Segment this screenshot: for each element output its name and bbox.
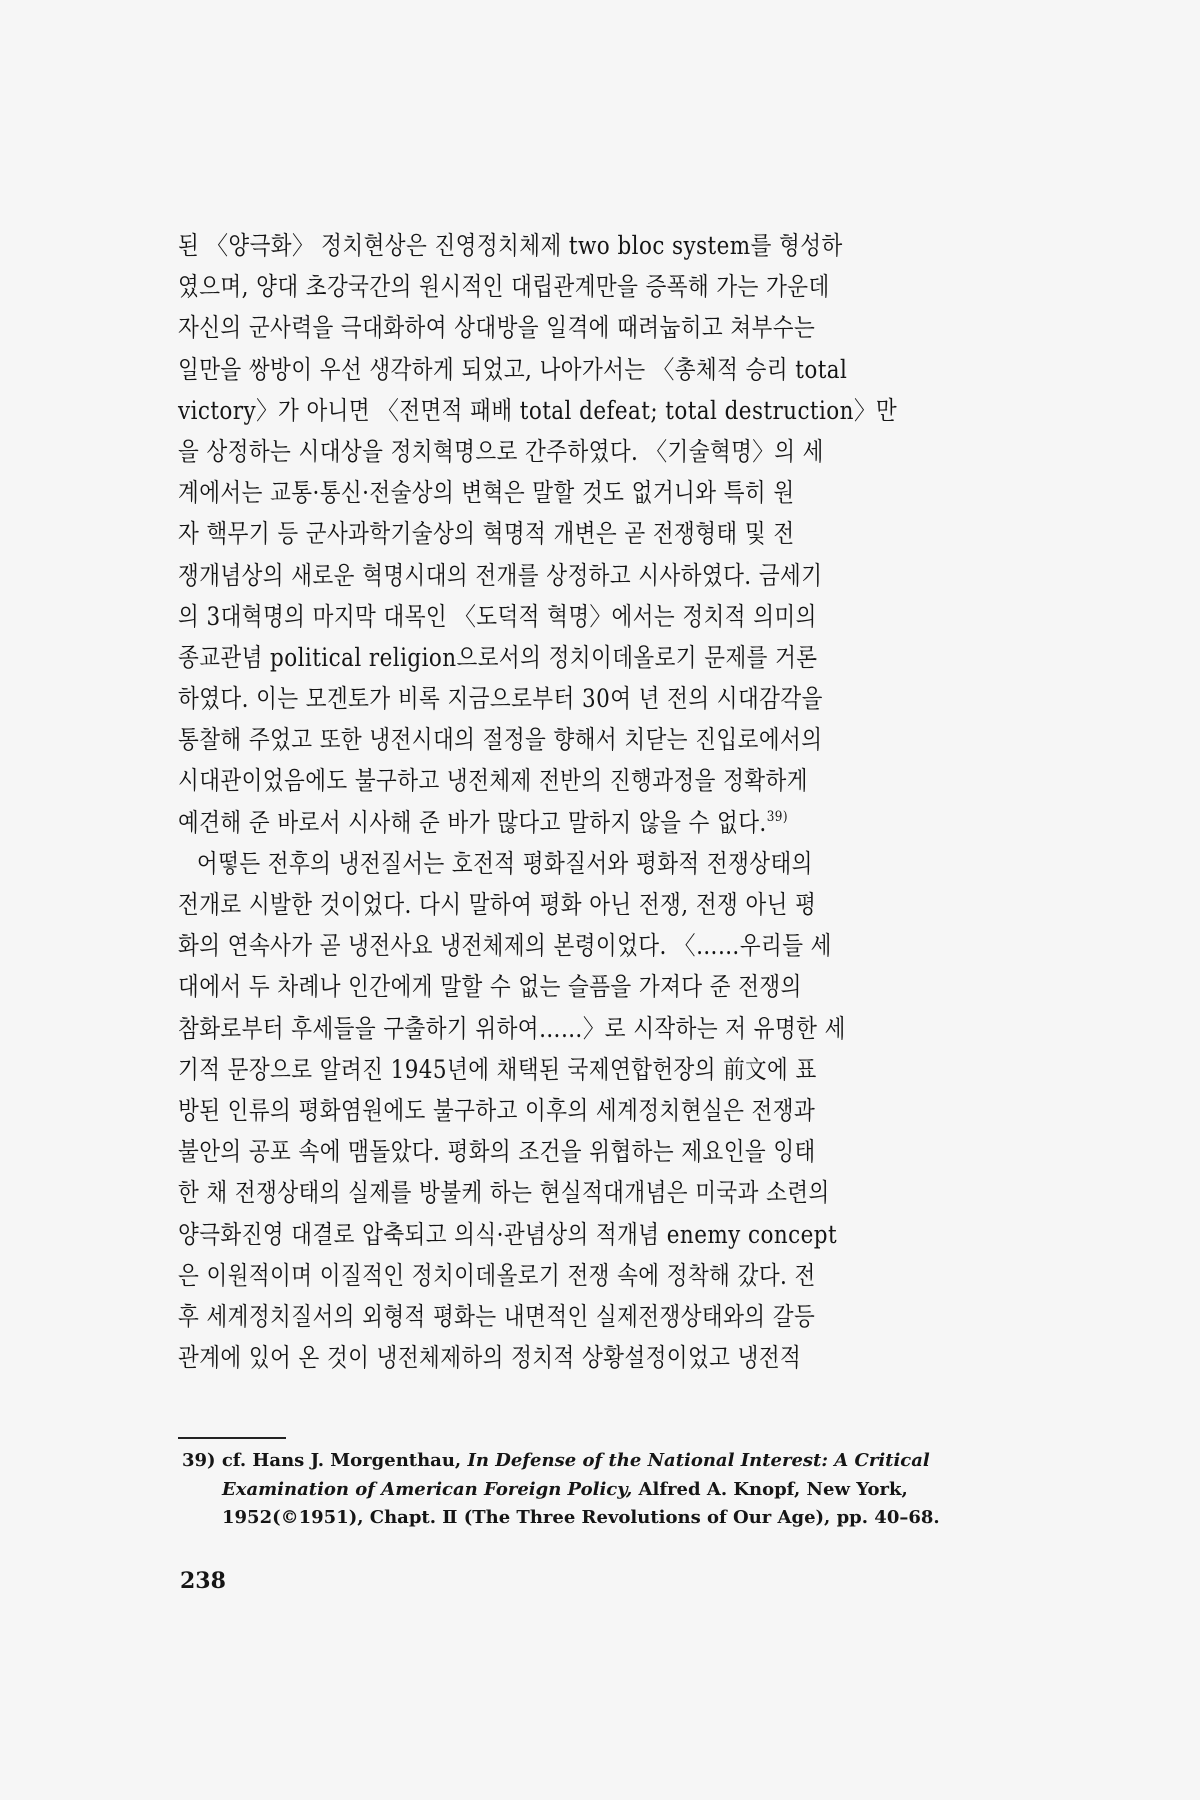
text-line: 쟁개념상의 새로운 혁명시대의 전개를 상정하고 시사하였다. 금세기 (178, 560, 823, 590)
text-line: 자신의 군사력을 극대화하여 상대방을 일격에 때려눕히고 쳐부수는 (178, 313, 816, 343)
text-line: 자 핵무기 등 군사과학기술상의 혁명적 개변은 곧 전쟁형태 및 전 (178, 519, 795, 549)
text-line (178, 802, 1038, 843)
paragraph-start-line: 어떻든 전후의 냉전질서는 호전적 평화질서와 평화적 전쟁상태의 (196, 848, 813, 878)
text-line-content: 예견해 준 바로서 시사해 준 바가 많다고 말하지 않을 수 없다. (178, 807, 767, 837)
text-line: 참화로부터 후세들을 구출하기 위하여……〉로 시작하는 저 유명한 세 (178, 1013, 846, 1043)
text-line: 기적 문장으로 알려진 1945년에 채택된 국제연합헌장의 前文에 표 (178, 1054, 817, 1084)
footnote-line (182, 1476, 940, 1505)
text-line: 종교관념 political religion으로서의 정치이데올로기 문제를 거론 (178, 642, 818, 672)
text-line: 대에서 두 차례나 인간에게 말할 수 없는 슬픔을 가져다 준 전쟁의 (178, 972, 802, 1002)
footnote-divider (178, 1437, 286, 1439)
text-line: 의 3대혁명의 마지막 대목인 〈도덕적 혁명〉에서는 정치적 의미의 (178, 601, 817, 631)
text-line: 한 채 전쟁상태의 실제를 방불케 하는 현실적대개념은 미국과 소련의 (178, 1178, 830, 1208)
text-line: 방된 인류의 평화염원에도 불구하고 이후의 세계정치현실은 전쟁과 (178, 1095, 816, 1125)
text-line: 은 이원적이며 이질적인 정치이데올로기 전쟁 속에 정착해 갔다. 전 (178, 1260, 816, 1290)
footnote-publisher: Alfred A. Knopf, New York, (632, 1478, 908, 1500)
text-line: 양극화진영 대결로 압축되고 의식·관념상의 적개념 enemy concept (178, 1219, 838, 1249)
body-text (178, 225, 1038, 1378)
text-line: 하였다. 이는 모겐토가 비록 지금으로부터 30여 년 전의 시대감각을 (178, 684, 823, 714)
text-line: 시대관이었음에도 불구하고 냉전체제 전반의 진행과정을 정확하게 (178, 766, 808, 796)
text-line: 불안의 공포 속에 맴돌았다. 평화의 조건을 위협하는 제요인을 잉태 (178, 1137, 816, 1167)
text-line: 화의 연속사가 곧 냉전사요 냉전체제의 본령이었다. 〈……우리들 세 (178, 931, 832, 961)
text-line: 전개로 시발한 것이었다. 다시 말하여 평화 아닌 전쟁, 전쟁 아닌 평 (178, 890, 817, 919)
footnote-line (182, 1447, 940, 1476)
footnote-book-title-cont: Examination of American Foreign Policy, (222, 1478, 633, 1500)
footnote-prefix: 39) cf. Hans J. Morgenthau, (182, 1450, 468, 1471)
text-line: 일만을 쌍방이 우선 생각하게 되었고, 나아가서는 〈총체적 승리 total (178, 354, 848, 384)
text-line: 계에서는 교통·통신·전술상의 변혁은 말할 것도 없거니와 특히 원 (178, 478, 795, 508)
text-line: 관계에 있어 온 것이 냉전체제하의 정치적 상황설정이었고 냉전적 (178, 1343, 802, 1373)
footnote (182, 1447, 940, 1533)
text-line: 후 세계정치질서의 외형적 평화는 내면적인 실제전쟁상태와의 갈등 (178, 1301, 816, 1331)
text-line: 였으며, 양대 초강국간의 원시적인 대립관계만을 증폭해 가는 가운데 (178, 272, 830, 302)
text-line: 통찰해 주었고 또한 냉전시대의 절정을 향해서 치닫는 진입로에서의 (178, 725, 823, 755)
footnote-book-title: In Defense of the National Interest: A Critical (467, 1450, 930, 1471)
footnote-reference: 39) (766, 808, 789, 825)
text-line: 을 상정하는 시대상을 정치혁명으로 간주하였다. 〈기술혁명〉의 세 (178, 436, 824, 466)
footnote-line: 1952(©1951), Chapt. Ⅱ (The Three Revolutions of Our Age), pp. 40–68. (222, 1507, 940, 1528)
text-line: 된 〈양극화〉 정치현상은 진영정치체제 two bloc system를 형성하 (178, 231, 843, 260)
page-number: 238 (180, 1568, 226, 1594)
text-line: victory〉가 아니면 〈전면적 패배 total defeat; total destruction〉만 (178, 395, 898, 425)
